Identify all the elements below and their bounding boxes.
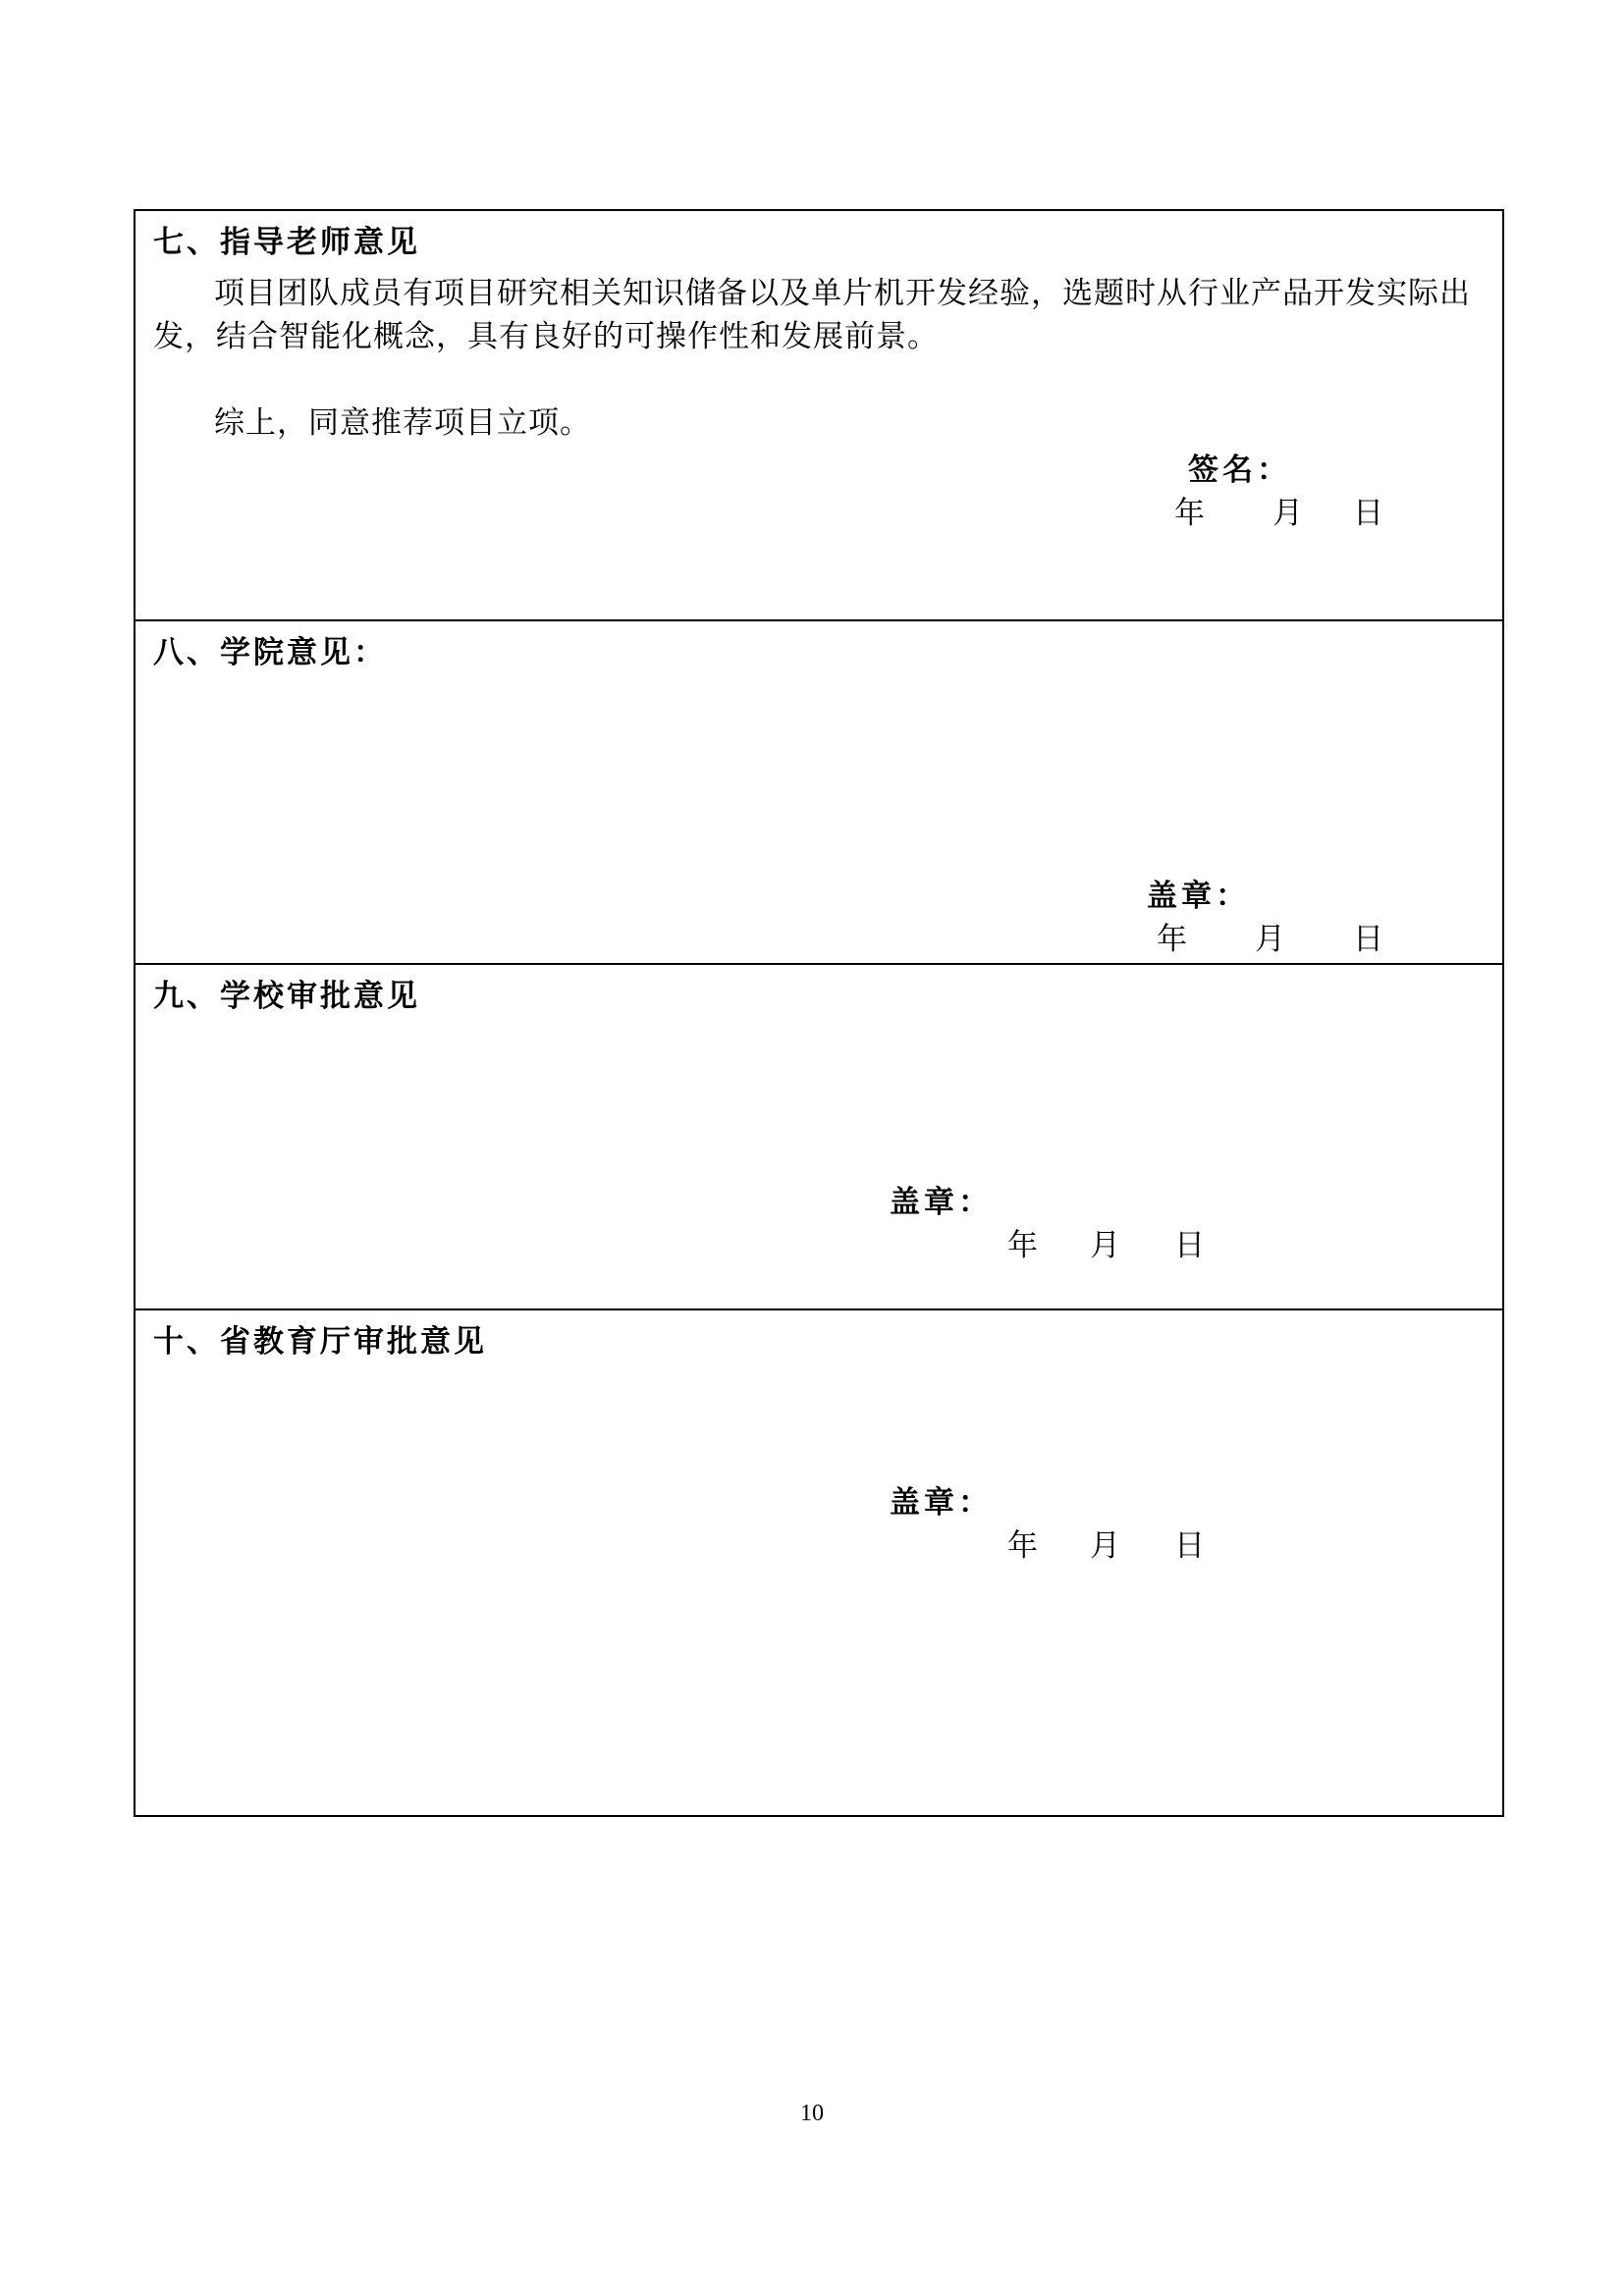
advisor-opinion-cell bbox=[135, 210, 1503, 620]
school-seal-label: 盖章： bbox=[890, 1185, 993, 1220]
date-month-label: 月 bbox=[1090, 1528, 1120, 1564]
advisor-section-title: 七、指导老师意见 bbox=[153, 225, 420, 260]
school-approval-cell bbox=[135, 964, 1503, 1309]
college-section-title: 八、学院意见： bbox=[153, 635, 387, 670]
college-opinion-cell bbox=[135, 620, 1503, 964]
date-day-label: 日 bbox=[1174, 1228, 1205, 1263]
date-year-label: 年 bbox=[1174, 496, 1205, 531]
approval-form-table bbox=[134, 209, 1504, 1817]
date-year-label: 年 bbox=[1157, 922, 1187, 957]
date-day-label: 日 bbox=[1353, 496, 1383, 531]
date-day-label: 日 bbox=[1174, 1528, 1205, 1564]
page-number: 10 bbox=[800, 2101, 824, 2126]
date-month-label: 月 bbox=[1090, 1228, 1120, 1263]
province-section-title: 十、省教育厅审批意见 bbox=[153, 1324, 487, 1360]
advisor-conclusion-paragraph: 综上，同意推荐项目立项。 bbox=[214, 405, 591, 441]
advisor-signature-label: 签名： bbox=[1188, 453, 1291, 488]
date-year-label: 年 bbox=[1007, 1228, 1038, 1263]
school-section-title: 九、学校审批意见 bbox=[153, 979, 420, 1014]
province-approval-cell bbox=[135, 1309, 1503, 1816]
date-month-label: 月 bbox=[1255, 922, 1285, 957]
date-day-label: 日 bbox=[1353, 922, 1383, 957]
province-seal-label: 盖章： bbox=[890, 1485, 993, 1521]
college-seal-label: 盖章： bbox=[1147, 879, 1250, 914]
date-year-label: 年 bbox=[1007, 1528, 1038, 1564]
advisor-opinion-paragraph: 项目团队成员有项目研究相关知识储备以及单片机开发经验，选题时从行业产品开发实际出发，结合智能化概念，具有良好的可操作性和发展前景。 bbox=[153, 276, 1471, 354]
date-month-label: 月 bbox=[1272, 496, 1303, 531]
